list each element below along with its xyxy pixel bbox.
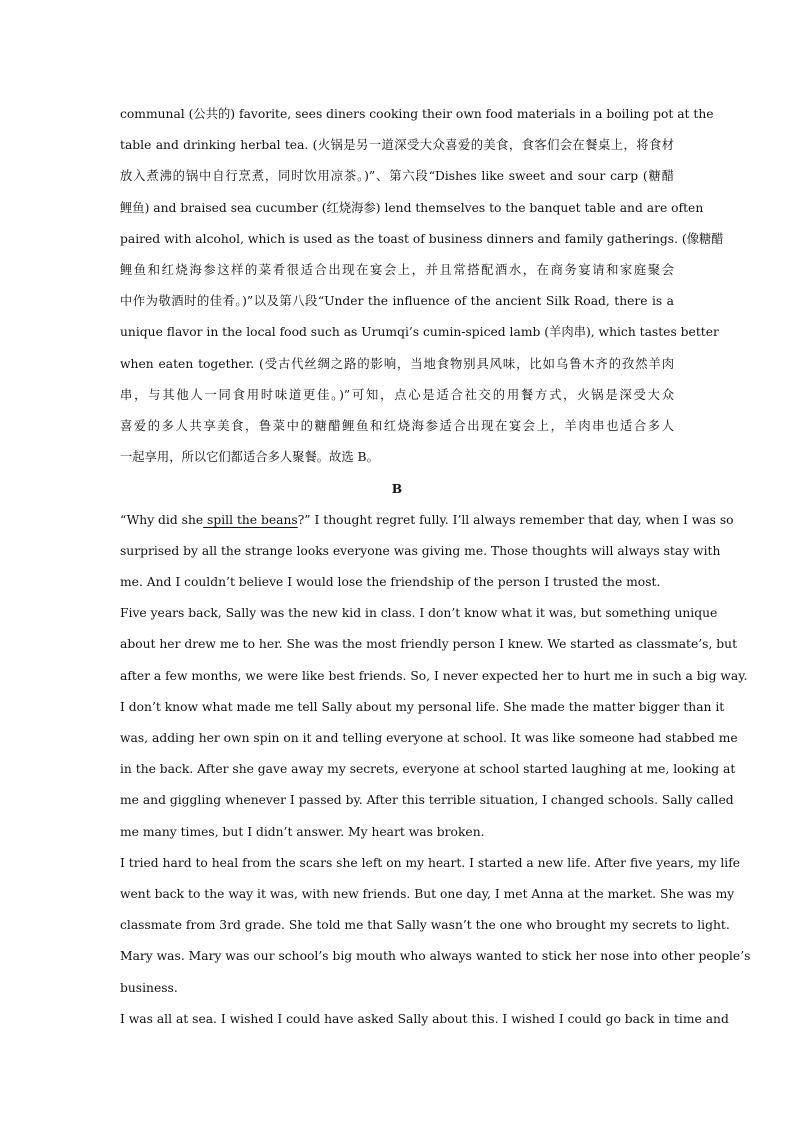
text-line: table and drinking herbal tea. (火锅是另一道深受大众喜爱的美食，食客们会在餐桌上，将食材 [120, 138, 674, 153]
text-line: when eaten together. (受古代丝绸之路的影响，当地食物别具风味，比如乌鲁木齐的孜然羊肉 [120, 356, 674, 371]
text-line: 鲤鱼) and braised sea cucumber (红烧海参) lend themselves to the banquet table and are often [120, 200, 704, 215]
text-line: I was all at sea. I wished I could have asked Sally about this. I wished I could go back in time and [120, 1011, 729, 1026]
text-line: 喜爱的多人共享美食，鲁菜中的糖醋鲤鱼和红烧海参适合出现在宴会上，羊肉串也适合多人 [120, 419, 674, 434]
passage-paragraph-3 [120, 692, 738, 848]
text-line: in the back. After she gave away my secrets, everyone at school started laughing at me, looking at [120, 762, 736, 777]
text-line: unique flavor in the local food such as Urumqi’s cumin-spiced lamb (羊肉串), which tastes better [120, 325, 719, 340]
text-line: I tried hard to heal from the scars she left on my heart. I started a new life. After five years, my life [120, 855, 741, 870]
underlined-phrase: spill the beans [203, 512, 298, 527]
text-line: about her drew me to her. She was the most friendly person I knew. We started as classmate’s, but [120, 637, 738, 652]
text-line: Mary was. Mary was our school’s big mouth who always wanted to stick her nose into other people’s [120, 949, 751, 964]
text-line: I don’t know what made me tell Sally about my personal life. She made the matter bigger than it [120, 699, 725, 714]
text-line: business. [120, 980, 178, 995]
text-line: classmate from 3rd grade. She told me that Sally wasn’t the one who brought my secrets to light. [120, 918, 730, 933]
text-line: 一起享用，所以它们都适合多人聚餐。故选 B。 [120, 450, 379, 465]
text-line: paired with alcohol, which is used as the toast of business dinners and family gatherings. (像糖醋 [120, 231, 724, 246]
text-line: surprised by all the strange looks everyone was giving me. Those thoughts will always stay with [120, 543, 721, 558]
text-line [120, 505, 734, 536]
quote-rest: ?” I thought regret fully. I’ll always remember that day, when I was so [297, 512, 734, 527]
text-line: me. And I couldn’t believe I would lose the friendship of the person I trusted the most. [120, 575, 661, 590]
quote-start: “Why did she [120, 512, 204, 527]
text-line: after a few months, we were like best friends. So, I never expected her to hurt me in such a big way. [120, 668, 748, 683]
document-page [120, 99, 751, 1035]
text-line: 串，与其他人一同食用时味道更佳。)”可知，点心是适合社交的用餐方式，火锅是深受大众 [120, 387, 674, 402]
text-line: was, adding her own spin on it and telling everyone at school. It was like someone had stabbed me [120, 731, 738, 746]
text-line: Five years back, Sally was the new kid in class. I don’t know what it was, but something unique [120, 606, 718, 621]
passage-paragraph-5 [120, 1004, 729, 1035]
text-line: me and giggling whenever I passed by. After this terrible situation, I changed schools. Sally called [120, 793, 734, 808]
answer-explanation [120, 99, 724, 473]
passage-paragraph-4 [120, 848, 751, 1004]
text-line: communal (公共的) favorite, sees diners cooking their own food materials in a boiling pot at the [120, 107, 714, 121]
text-line: 中作为敬酒时的佳肴。)”以及第八段“Under the influence of the ancient Silk Road, there is a [120, 294, 674, 309]
text-line: me many times, but I didn’t answer. My heart was broken. [120, 824, 485, 839]
text-line: went back to the way it was, with new friends. But one day, I met Anna at the market. She was my [120, 887, 735, 902]
text-line: 鲤鱼和红烧海参这样的菜肴很适合出现在宴会上，并且常搭配酒水，在商务宴请和家庭聚会 [120, 263, 674, 278]
passage-paragraph-1 [120, 505, 734, 599]
passage-paragraph-2 [120, 598, 748, 692]
text-line: 放入煮沸的锅中自行烹煮，同时饮用凉茶。)”、第六段“Dishes like sweet and sour carp (糖醋 [120, 169, 674, 184]
section-heading: B [391, 481, 403, 497]
